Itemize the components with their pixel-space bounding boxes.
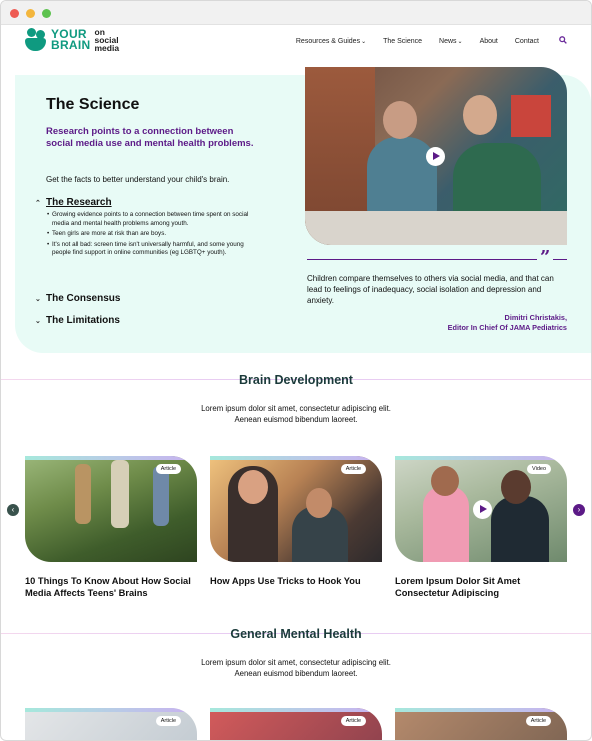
card-image (210, 456, 382, 562)
list-item: • Teen girls are more at risk than are boys. (47, 230, 257, 239)
article-card[interactable] (25, 708, 197, 741)
card-image (25, 708, 197, 741)
card-title[interactable]: 10 Things To Know About How Social Media Affects Teens' Brains (25, 576, 191, 598)
hero-section (15, 75, 591, 353)
logo-tag-media: media (94, 43, 120, 53)
chevron-down-icon: ⌄ (35, 317, 41, 325)
close-window-button[interactable] (10, 9, 19, 18)
nav-item-about[interactable]: About (479, 37, 498, 45)
accordion-toggle-limitations[interactable]: ⌄ The Limitations (35, 315, 120, 326)
quote-divider (307, 259, 567, 260)
pull-quote: Children compare themselves to others via social media, and that can lead to feelings of inadequacy, social isolation and depression and anxiety. (307, 274, 554, 305)
search-icon[interactable] (559, 36, 567, 46)
card-image (395, 708, 567, 741)
quote-author (448, 313, 567, 332)
logo-tag-on: on (94, 27, 105, 37)
section-title-general-mental-health: General Mental Health (230, 627, 362, 641)
card-image (25, 456, 197, 562)
page-title: The Science (46, 96, 140, 113)
nav-item-contact[interactable]: Contact (514, 37, 539, 45)
play-icon[interactable] (426, 147, 445, 166)
accordion-toggle-consensus[interactable]: ⌄ The Consensus (35, 293, 121, 304)
logo-word-brain: BRAIN (51, 38, 91, 52)
carousel-next-button[interactable]: › (573, 504, 585, 516)
card-type-badge: Article (526, 716, 551, 726)
card-image (395, 456, 567, 562)
card-type-badge: Video (527, 464, 551, 474)
accordion-research (35, 197, 257, 260)
site-logo[interactable] (25, 28, 119, 52)
section-description: Lorem ipsum dolor sit amet, consectetur adipiscing elit. Aenean euismod bibendum laoreet. (201, 404, 391, 424)
nav-item-science[interactable]: The Science (383, 37, 423, 45)
accordion-limitations (35, 315, 120, 326)
video-card[interactable] (395, 456, 567, 599)
accordion-toggle-research[interactable]: ⌃ The Research (35, 197, 112, 208)
quote-icon: ” (537, 249, 553, 267)
article-card[interactable] (210, 708, 382, 741)
list-item: • It's not all bad: screen time isn't universally harmful, and some young people find support in online communities (eg LGBTQ+ youth). (47, 241, 257, 258)
article-card[interactable] (395, 708, 567, 741)
hero-video-thumbnail[interactable] (305, 67, 567, 245)
logo-tag-social: social (94, 35, 119, 45)
section-description: Lorem ipsum dolor sit amet, consectetur adipiscing elit. Aenean euismod bibendum laoreet. (201, 658, 391, 678)
minimize-window-button[interactable] (26, 9, 35, 18)
chevron-down-icon: ⌄ (457, 38, 463, 45)
research-bullet-list (47, 211, 257, 258)
chevron-up-icon: ⌃ (35, 199, 41, 207)
window-titlebar (1, 1, 591, 25)
maximize-window-button[interactable] (42, 9, 51, 18)
nav-item-resources[interactable]: Resources & Guides⌄ (295, 37, 367, 45)
section-title-brain-development: Brain Development (239, 373, 353, 387)
quote-author-role: Editor In Chief Of JAMA Pediatrics (447, 322, 567, 332)
card-type-badge: Article (341, 464, 366, 474)
card-type-badge: Article (156, 716, 181, 726)
article-card[interactable] (210, 456, 382, 588)
play-icon[interactable] (473, 500, 492, 519)
card-type-badge: Article (341, 716, 366, 726)
logo-word-your: YOUR (51, 27, 87, 41)
site-header (1, 25, 591, 59)
card-type-badge: Article (156, 464, 181, 474)
carousel-prev-button[interactable]: ‹ (7, 504, 19, 516)
hero-lead: Research points to a connection between social media use and mental health problems. (46, 126, 254, 149)
main-nav (279, 36, 567, 46)
article-card[interactable] (25, 456, 197, 599)
card-title[interactable]: Lorem Ipsum Dolor Sit Amet Consectetur Adipiscing (395, 576, 521, 598)
card-title[interactable]: How Apps Use Tricks to Hook You (210, 576, 361, 586)
nav-item-news[interactable]: News⌄ (439, 37, 463, 45)
quote-author-name: Dimitri Christakis, (504, 313, 567, 322)
chevron-down-icon: ⌄ (361, 38, 367, 45)
accordion-consensus (35, 293, 120, 304)
brain-logo-icon (25, 28, 47, 52)
hero-subtitle: Get the facts to better understand your child's brain. (46, 175, 230, 184)
card-image (210, 708, 382, 741)
list-item: • Growing evidence points to a connection between time spent on social media and mental health problems among youth. (47, 211, 257, 228)
chevron-down-icon: ⌄ (35, 295, 41, 303)
